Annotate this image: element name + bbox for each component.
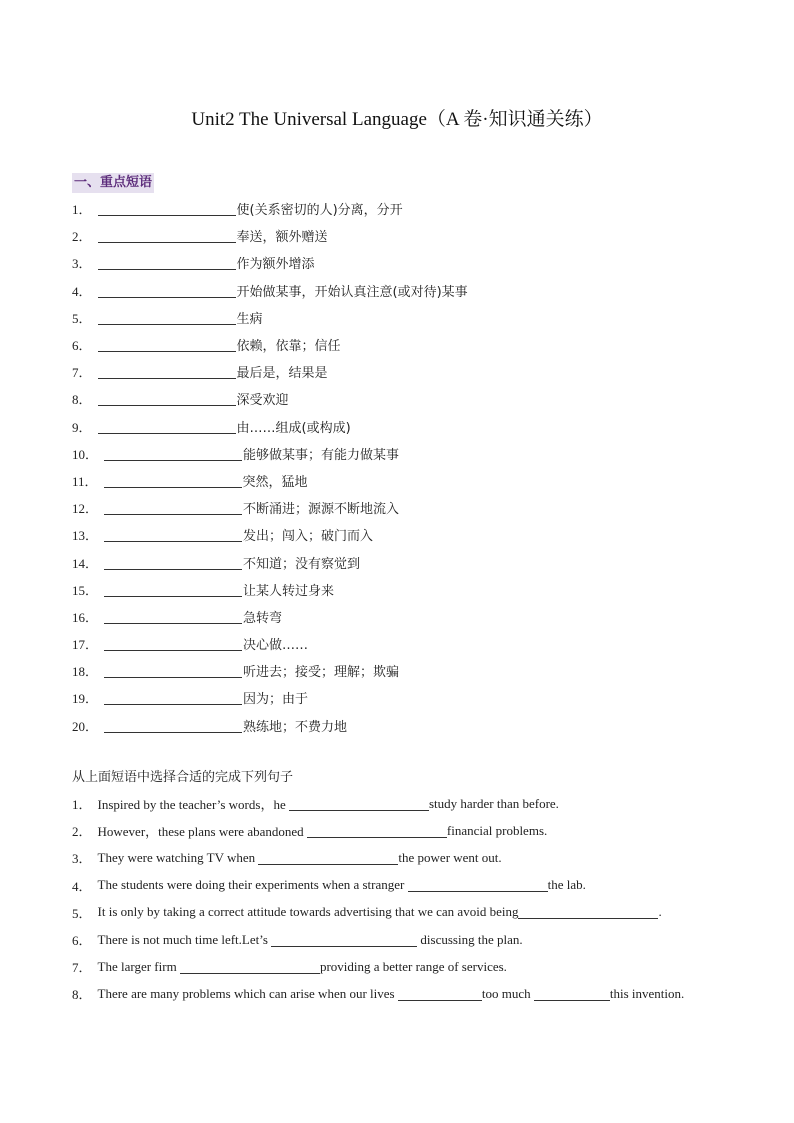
item-number: 6． bbox=[72, 338, 92, 354]
sentence-item bbox=[72, 844, 752, 871]
item-number: 2． bbox=[72, 824, 92, 840]
item-number: 1． bbox=[72, 202, 92, 218]
sentence-item bbox=[72, 926, 752, 953]
phrase-meaning: 决心做…… bbox=[243, 638, 309, 654]
phrase-meaning: 最后是，结果是 bbox=[236, 366, 328, 382]
sentence-text: It is only by taking a correct attitude towards advertising that we can avoid being bbox=[97, 904, 519, 920]
phrase-meaning: 熟练地；不费力地 bbox=[243, 719, 348, 735]
item-number: 7． bbox=[72, 365, 92, 381]
phrase-meaning: 突然，猛地 bbox=[242, 474, 308, 490]
answer-blank[interactable] bbox=[104, 555, 242, 570]
phrase-meaning: 因为；由于 bbox=[243, 692, 309, 708]
answer-blank[interactable] bbox=[258, 851, 398, 865]
item-number: 14． bbox=[72, 555, 99, 571]
answer-blank[interactable] bbox=[98, 419, 236, 434]
answer-blank[interactable] bbox=[534, 987, 610, 1001]
item-number: 7． bbox=[72, 960, 92, 976]
sentence-text: There are many problems which can arise when our lives bbox=[97, 985, 398, 1001]
answer-blank[interactable] bbox=[98, 391, 236, 406]
item-number: 2． bbox=[72, 229, 92, 245]
answer-blank[interactable] bbox=[98, 201, 236, 216]
phrase-item bbox=[72, 222, 732, 249]
phrase-item bbox=[72, 548, 732, 575]
answer-blank[interactable] bbox=[104, 609, 242, 624]
phrase-item bbox=[72, 413, 732, 440]
section-heading-key-phrases: 一、重点短语 bbox=[72, 173, 154, 193]
phrase-item bbox=[72, 440, 732, 467]
item-number: 1． bbox=[72, 797, 92, 813]
sentence-text: Inspired by the teacher’s words，he bbox=[97, 797, 289, 813]
phrase-item bbox=[72, 521, 732, 548]
sentence-text: study harder than before. bbox=[428, 795, 559, 811]
item-number: 19． bbox=[72, 691, 99, 707]
phrase-item bbox=[72, 603, 732, 630]
sentence-item bbox=[72, 790, 752, 817]
phrase-item bbox=[72, 684, 732, 711]
answer-blank[interactable] bbox=[104, 527, 242, 542]
sentence-item bbox=[72, 953, 752, 980]
sentence-list bbox=[72, 790, 752, 1008]
answer-blank[interactable] bbox=[98, 283, 236, 298]
item-number: 16． bbox=[72, 609, 99, 625]
sentence-text: . bbox=[658, 904, 662, 920]
phrase-meaning: 听进去；接受；理解；欺骗 bbox=[243, 665, 400, 681]
sentence-text: However，these plans were abandoned bbox=[97, 824, 307, 840]
answer-blank[interactable] bbox=[307, 824, 447, 838]
phrase-item bbox=[72, 494, 732, 521]
phrase-meaning: 奉送，额外赠送 bbox=[236, 230, 328, 246]
phrase-list bbox=[72, 195, 732, 739]
answer-blank[interactable] bbox=[104, 718, 242, 733]
sentence-text: the power went out. bbox=[398, 849, 502, 865]
sentence-item bbox=[72, 817, 752, 844]
sentence-text: too much bbox=[481, 985, 534, 1001]
answer-blank[interactable] bbox=[408, 878, 548, 892]
answer-blank[interactable] bbox=[180, 960, 320, 974]
phrase-item bbox=[72, 385, 732, 412]
sentence-item bbox=[72, 980, 752, 1007]
answer-blank[interactable] bbox=[98, 255, 236, 270]
phrase-item bbox=[72, 249, 732, 276]
phrase-meaning: 开始做某事，开始认真注意(或对待)某事 bbox=[236, 284, 468, 300]
item-number: 6． bbox=[72, 933, 92, 949]
item-number: 5． bbox=[72, 310, 92, 326]
phrase-meaning: 发出；闯入；破门而入 bbox=[243, 529, 374, 545]
phrase-meaning: 急转弯 bbox=[243, 610, 283, 626]
page-title: Unit2 The Universal Language（A 卷·知识通关练） bbox=[191, 109, 603, 130]
item-number: 11． bbox=[72, 473, 98, 489]
item-number: 8． bbox=[72, 987, 92, 1003]
answer-blank[interactable] bbox=[104, 690, 242, 705]
phrase-item bbox=[72, 304, 732, 331]
answer-blank[interactable] bbox=[98, 337, 236, 352]
answer-blank[interactable] bbox=[104, 473, 242, 488]
sentence-item bbox=[72, 872, 752, 899]
phrase-meaning: 由……组成(或构成) bbox=[236, 420, 351, 436]
answer-blank[interactable] bbox=[104, 446, 242, 461]
phrase-meaning: 使(关系密切的人)分离，分开 bbox=[236, 203, 403, 219]
sentence-item bbox=[72, 899, 752, 926]
phrase-meaning: 作为额外增添 bbox=[236, 257, 315, 273]
answer-blank[interactable] bbox=[98, 228, 236, 243]
phrase-item bbox=[72, 331, 732, 358]
phrase-item bbox=[72, 277, 732, 304]
sentence-text: There is not much time left.Let’s bbox=[97, 931, 272, 947]
item-number: 20． bbox=[72, 718, 99, 734]
item-number: 4． bbox=[72, 878, 92, 894]
phrase-item bbox=[72, 657, 732, 684]
answer-blank[interactable] bbox=[104, 636, 242, 651]
item-number: 4． bbox=[72, 283, 92, 299]
answer-blank[interactable] bbox=[271, 933, 417, 947]
phrase-meaning: 不知道；没有察觉到 bbox=[243, 556, 361, 572]
answer-blank[interactable] bbox=[104, 582, 242, 597]
answer-blank[interactable] bbox=[104, 663, 242, 678]
phrase-meaning: 不断涌进；源源不断地流入 bbox=[243, 502, 400, 518]
item-number: 18． bbox=[72, 664, 99, 680]
phrase-item bbox=[72, 467, 732, 494]
sentence-text: the lab. bbox=[547, 877, 586, 893]
answer-blank[interactable] bbox=[98, 364, 236, 379]
item-number: 13． bbox=[72, 528, 99, 544]
instruction-text: 从上面短语中选择合适的完成下列句子 bbox=[72, 770, 294, 785]
item-number: 15． bbox=[72, 582, 99, 598]
item-number: 9． bbox=[72, 419, 92, 435]
sentence-text: The students were doing their experiments when a stranger bbox=[97, 877, 408, 893]
answer-blank[interactable] bbox=[104, 500, 242, 515]
phrase-meaning: 依赖，依靠；信任 bbox=[236, 339, 341, 355]
item-number: 5． bbox=[72, 905, 92, 921]
item-number: 8． bbox=[72, 392, 92, 408]
answer-blank[interactable] bbox=[98, 310, 236, 325]
sentence-text: this invention. bbox=[609, 985, 685, 1001]
sentence-text: providing a better range of services. bbox=[319, 958, 507, 974]
sentence-text: The larger firm bbox=[97, 958, 180, 974]
phrase-meaning: 让某人转过身来 bbox=[243, 583, 335, 599]
phrase-item bbox=[72, 195, 732, 222]
sentence-text: financial problems. bbox=[446, 822, 548, 838]
phrase-item bbox=[72, 576, 732, 603]
phrase-meaning: 深受欢迎 bbox=[236, 393, 289, 409]
phrase-item bbox=[72, 712, 732, 739]
phrase-item bbox=[72, 630, 732, 657]
item-number: 12． bbox=[72, 501, 99, 517]
answer-blank[interactable] bbox=[289, 797, 429, 811]
item-number: 17． bbox=[72, 637, 99, 653]
item-number: 3． bbox=[72, 256, 92, 272]
phrase-meaning: 生病 bbox=[236, 311, 263, 327]
answer-blank[interactable] bbox=[398, 987, 482, 1001]
item-number: 10． bbox=[72, 446, 99, 462]
sentence-text: They were watching TV when bbox=[97, 849, 259, 865]
answer-blank[interactable] bbox=[518, 905, 658, 919]
sentence-text: discussing the plan. bbox=[417, 931, 523, 947]
phrase-meaning: 能够做某事；有能力做某事 bbox=[243, 447, 400, 463]
phrase-item bbox=[72, 358, 732, 385]
item-number: 3． bbox=[72, 851, 92, 867]
